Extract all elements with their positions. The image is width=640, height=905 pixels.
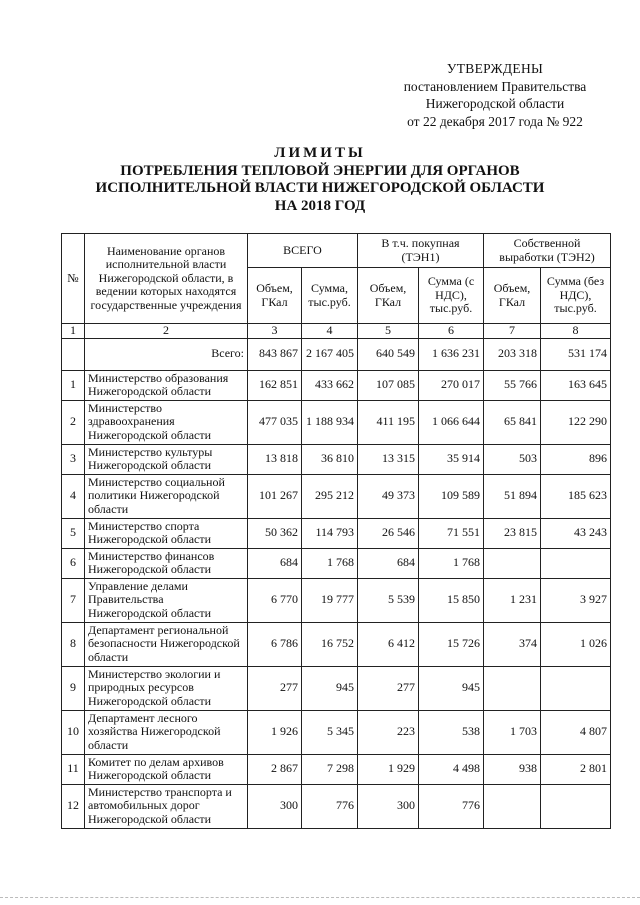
table-row (62, 622, 611, 666)
row-name: Департамент региональной безопасности Нижегородской области (85, 622, 248, 666)
index-cell: 4 (302, 324, 358, 339)
row-value (541, 784, 611, 828)
row-name: Комитет по делам архивов Нижегородской области (85, 754, 248, 784)
row-value (541, 548, 611, 578)
row-value: 1 926 (248, 710, 302, 754)
header-purchased-volume: Объем, ГКал (358, 268, 419, 324)
row-value: 6 412 (358, 622, 419, 666)
header-total-sum: Сумма, тыс.руб. (302, 268, 358, 324)
row-number: 1 (62, 370, 85, 400)
row-value: 411 195 (358, 400, 419, 444)
row-value: 938 (484, 754, 541, 784)
index-cell: 2 (85, 324, 248, 339)
row-value: 5 345 (302, 710, 358, 754)
row-value: 1 768 (419, 548, 484, 578)
row-value: 6 770 (248, 578, 302, 622)
total-value: 843 867 (248, 338, 302, 370)
index-cell: 7 (484, 324, 541, 339)
row-value: 43 243 (541, 518, 611, 548)
table-row (62, 578, 611, 622)
row-value: 109 589 (419, 474, 484, 518)
row-value: 4 498 (419, 754, 484, 784)
row-number: 11 (62, 754, 85, 784)
row-value: 2 867 (248, 754, 302, 784)
row-number: 7 (62, 578, 85, 622)
row-name: Министерство социальной политики Нижегородской области (85, 474, 248, 518)
row-value: 50 362 (248, 518, 302, 548)
row-number: 6 (62, 548, 85, 578)
row-value: 162 851 (248, 370, 302, 400)
header-num: № (62, 234, 85, 324)
row-name: Министерство спорта Нижегородской области (85, 518, 248, 548)
row-name: Министерство культуры Нижегородской области (85, 444, 248, 474)
row-number: 3 (62, 444, 85, 474)
row-value: 477 035 (248, 400, 302, 444)
row-value: 945 (419, 666, 484, 710)
row-value: 51 894 (484, 474, 541, 518)
row-value: 503 (484, 444, 541, 474)
row-value: 277 (248, 666, 302, 710)
table-row (62, 444, 611, 474)
approval-block (380, 60, 610, 130)
row-value: 6 786 (248, 622, 302, 666)
row-value: 538 (419, 710, 484, 754)
row-number: 9 (62, 666, 85, 710)
index-cell: 1 (62, 324, 85, 339)
table-row (62, 518, 611, 548)
page-edge-rule (0, 897, 640, 898)
header-purchased: В т.ч. покупная (ТЭН1) (358, 234, 484, 268)
row-value: 26 546 (358, 518, 419, 548)
total-row (62, 338, 611, 370)
row-value: 3 927 (541, 578, 611, 622)
row-value: 13 315 (358, 444, 419, 474)
row-value: 1 231 (484, 578, 541, 622)
row-value: 1 026 (541, 622, 611, 666)
row-value: 13 818 (248, 444, 302, 474)
row-name: Департамент лесного хозяйства Нижегородской области (85, 710, 248, 754)
row-value: 36 810 (302, 444, 358, 474)
row-number: 10 (62, 710, 85, 754)
row-value: 7 298 (302, 754, 358, 784)
header-own-volume: Объем, ГКал (484, 268, 541, 324)
row-value: 107 085 (358, 370, 419, 400)
header-name: Наименование органов исполнительной власти Нижегородской области, в ведении которых находятся государственные учреждения (85, 234, 248, 324)
row-value: 163 645 (541, 370, 611, 400)
row-value: 300 (248, 784, 302, 828)
row-name: Министерство здравоохранения Нижегородской области (85, 400, 248, 444)
table-row (62, 474, 611, 518)
row-value: 49 373 (358, 474, 419, 518)
row-value: 2 801 (541, 754, 611, 784)
table-row (62, 754, 611, 784)
row-value: 277 (358, 666, 419, 710)
limits-table (61, 233, 611, 829)
row-value: 114 793 (302, 518, 358, 548)
table-row (62, 710, 611, 754)
row-value: 55 766 (484, 370, 541, 400)
row-value: 684 (358, 548, 419, 578)
header-purchased-sum: Сумма (с НДС), тыс.руб. (419, 268, 484, 324)
header-own-sum: Сумма (без НДС), тыс.руб. (541, 268, 611, 324)
column-index-row (62, 324, 611, 339)
row-value: 5 539 (358, 578, 419, 622)
row-name: Управление делами Правительства Нижегородской области (85, 578, 248, 622)
table-row (62, 784, 611, 828)
total-value: 640 549 (358, 338, 419, 370)
row-value: 19 777 (302, 578, 358, 622)
row-value: 776 (302, 784, 358, 828)
header-total-volume: Объем, ГКал (248, 268, 302, 324)
row-value (541, 666, 611, 710)
header-own: Собственной выработки (ТЭН2) (484, 234, 611, 268)
row-value: 684 (248, 548, 302, 578)
row-value: 433 662 (302, 370, 358, 400)
row-value: 896 (541, 444, 611, 474)
row-value: 1 066 644 (419, 400, 484, 444)
index-cell: 5 (358, 324, 419, 339)
index-cell: 8 (541, 324, 611, 339)
header-total: ВСЕГО (248, 234, 358, 268)
row-number: 4 (62, 474, 85, 518)
index-cell: 6 (419, 324, 484, 339)
row-value (484, 784, 541, 828)
row-value: 15 726 (419, 622, 484, 666)
title-line-1: ЛИМИТЫ (274, 145, 366, 161)
row-number: 12 (62, 784, 85, 828)
row-value: 945 (302, 666, 358, 710)
row-value: 15 850 (419, 578, 484, 622)
row-value: 65 841 (484, 400, 541, 444)
approval-line-2: Нижегородской области (425, 96, 565, 111)
table-row (62, 400, 611, 444)
total-label: Всего: (85, 338, 248, 370)
document-title (0, 145, 640, 215)
row-name: Министерство экологии и природных ресурсов Нижегородской области (85, 666, 248, 710)
approval-line-3: от 22 декабря 2017 года № 922 (407, 113, 583, 129)
row-value: 223 (358, 710, 419, 754)
table-row (62, 370, 611, 400)
row-value: 1 768 (302, 548, 358, 578)
row-value (484, 548, 541, 578)
row-value: 35 914 (419, 444, 484, 474)
table-row (62, 666, 611, 710)
row-value: 374 (484, 622, 541, 666)
title-line-4: НА 2018 ГОД (274, 197, 366, 214)
row-value: 101 267 (248, 474, 302, 518)
row-value: 4 807 (541, 710, 611, 754)
approval-line-1: постановлением Правительства (403, 78, 587, 94)
row-value (484, 666, 541, 710)
row-value: 71 551 (419, 518, 484, 548)
row-value: 270 017 (419, 370, 484, 400)
row-value: 122 290 (541, 400, 611, 444)
row-value: 1 188 934 (302, 400, 358, 444)
row-number: 5 (62, 518, 85, 548)
row-name: Министерство образования Нижегородской области (85, 370, 248, 400)
row-value: 1 929 (358, 754, 419, 784)
title-line-3: ИСПОЛНИТЕЛЬНОЙ ВЛАСТИ НИЖЕГОРОДСКОЙ ОБЛАСТИ (95, 180, 545, 196)
row-number: 2 (62, 400, 85, 444)
row-name: Министерство финансов Нижегородской области (85, 548, 248, 578)
total-value: 1 636 231 (419, 338, 484, 370)
row-name: Министерство транспорта и автомобильных дорог Нижегородской области (85, 784, 248, 828)
row-number: 8 (62, 622, 85, 666)
row-value: 295 212 (302, 474, 358, 518)
row-value: 300 (358, 784, 419, 828)
table-row (62, 548, 611, 578)
row-value: 23 815 (484, 518, 541, 548)
total-value: 203 318 (484, 338, 541, 370)
approval-heading: УТВЕРЖДЕНЫ (446, 61, 544, 76)
index-cell: 3 (248, 324, 302, 339)
row-value: 185 623 (541, 474, 611, 518)
total-value: 531 174 (541, 338, 611, 370)
title-line-2: ПОТРЕБЛЕНИЯ ТЕПЛОВОЙ ЭНЕРГИИ ДЛЯ ОРГАНОВ (120, 162, 520, 179)
row-value: 776 (419, 784, 484, 828)
row-value: 16 752 (302, 622, 358, 666)
row-value: 1 703 (484, 710, 541, 754)
total-value: 2 167 405 (302, 338, 358, 370)
